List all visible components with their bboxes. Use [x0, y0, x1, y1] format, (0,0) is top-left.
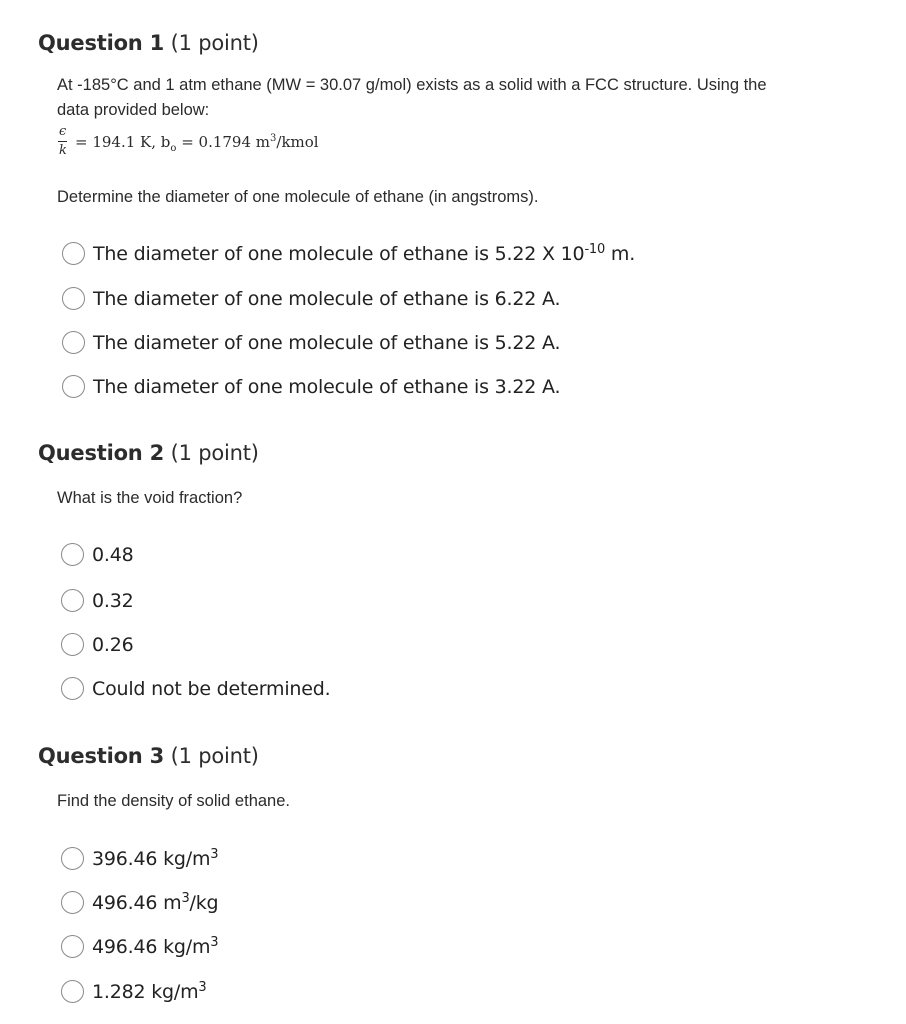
question-2-option-3[interactable]: [61, 633, 134, 656]
option-text: 496.46 m: [92, 891, 182, 914]
option-superscript: 3: [210, 846, 219, 862]
question-2-text: What is the void fraction?: [57, 489, 243, 507]
fraction-numerator: ϵ: [59, 124, 67, 139]
option-label: Could not be determined.: [92, 677, 331, 700]
radio-button[interactable]: [62, 375, 85, 398]
option-label: [92, 936, 218, 958]
question-title-text: Question 2: [38, 441, 165, 465]
option-text: 396.46 kg/m: [92, 847, 211, 870]
question-2-option-4[interactable]: [61, 677, 330, 700]
option-label: [92, 981, 206, 1003]
question-3-option-4[interactable]: [61, 980, 206, 1003]
option-superscript: 3: [198, 979, 207, 995]
question-1-prompt-line1: At -185°C and 1 atm ethane (MW = 30.07 g/mol) exists as a solid with a FCC structure. Using the: [57, 76, 767, 94]
option-label: The diameter of one molecule of ethane is 5.22 A.: [93, 331, 561, 354]
question-1-option-4[interactable]: [62, 375, 560, 398]
question-points: (1 point): [170, 31, 259, 55]
question-2-option-2[interactable]: [61, 589, 134, 612]
option-label: 0.32: [92, 589, 134, 612]
question-1-prompt-line2: data provided below:: [57, 101, 210, 119]
option-label: 0.26: [92, 633, 134, 656]
option-superscript: -10: [584, 241, 606, 257]
question-3-option-3[interactable]: [61, 935, 218, 958]
formula-subscript: o: [170, 143, 177, 154]
question-2-option-1[interactable]: [61, 543, 134, 566]
radio-button[interactable]: [61, 935, 84, 958]
formula-exponent: 3: [270, 133, 277, 144]
option-text: 496.46 kg/m: [92, 935, 211, 958]
option-text: 1.282 kg/m: [92, 980, 199, 1003]
fraction-bar: [58, 141, 67, 142]
formula-text: = 194.1 K, b: [75, 133, 171, 151]
option-suffix: m.: [605, 242, 636, 265]
option-suffix: /kg: [189, 891, 219, 914]
radio-button[interactable]: [62, 242, 85, 265]
question-title-text: Question 1: [38, 31, 165, 55]
option-label: The diameter of one molecule of ethane is 6.22 A.: [93, 287, 561, 310]
radio-button[interactable]: [61, 543, 84, 566]
question-points: (1 point): [170, 441, 259, 465]
option-label: The diameter of one molecule of ethane is 3.22 A.: [93, 375, 561, 398]
formula-values: [75, 133, 319, 154]
question-3-title: [38, 744, 259, 768]
radio-button[interactable]: [61, 677, 84, 700]
question-points: (1 point): [170, 744, 259, 768]
option-text: The diameter of one molecule of ethane is 5.22 X 10: [93, 242, 585, 265]
question-3-option-1[interactable]: [61, 847, 218, 870]
radio-button[interactable]: [62, 331, 85, 354]
option-label: [92, 892, 218, 914]
question-1-option-1[interactable]: [62, 242, 635, 265]
option-superscript: 3: [210, 934, 219, 950]
formula-text3: /kmol: [276, 133, 319, 151]
question-2-title: [38, 441, 259, 465]
radio-button[interactable]: [61, 589, 84, 612]
question-1-option-2[interactable]: [62, 287, 560, 310]
radio-button[interactable]: [61, 847, 84, 870]
question-3-text: Find the density of solid ethane.: [57, 792, 290, 810]
option-superscript: 3: [181, 890, 190, 906]
question-1-text: Determine the diameter of one molecule of ethane (in angstroms).: [57, 188, 539, 206]
formula-text2: = 0.1794 m: [176, 133, 271, 151]
fraction-denominator: k: [59, 143, 67, 158]
question-3-option-2[interactable]: [61, 891, 218, 914]
radio-button[interactable]: [62, 287, 85, 310]
question-title-text: Question 3: [38, 744, 165, 768]
question-1-title: [38, 31, 259, 55]
option-label: [93, 243, 635, 265]
option-label: 0.48: [92, 543, 134, 566]
radio-button[interactable]: [61, 980, 84, 1003]
question-1-option-3[interactable]: [62, 331, 560, 354]
option-label: [92, 848, 218, 870]
radio-button[interactable]: [61, 633, 84, 656]
radio-button[interactable]: [61, 891, 84, 914]
